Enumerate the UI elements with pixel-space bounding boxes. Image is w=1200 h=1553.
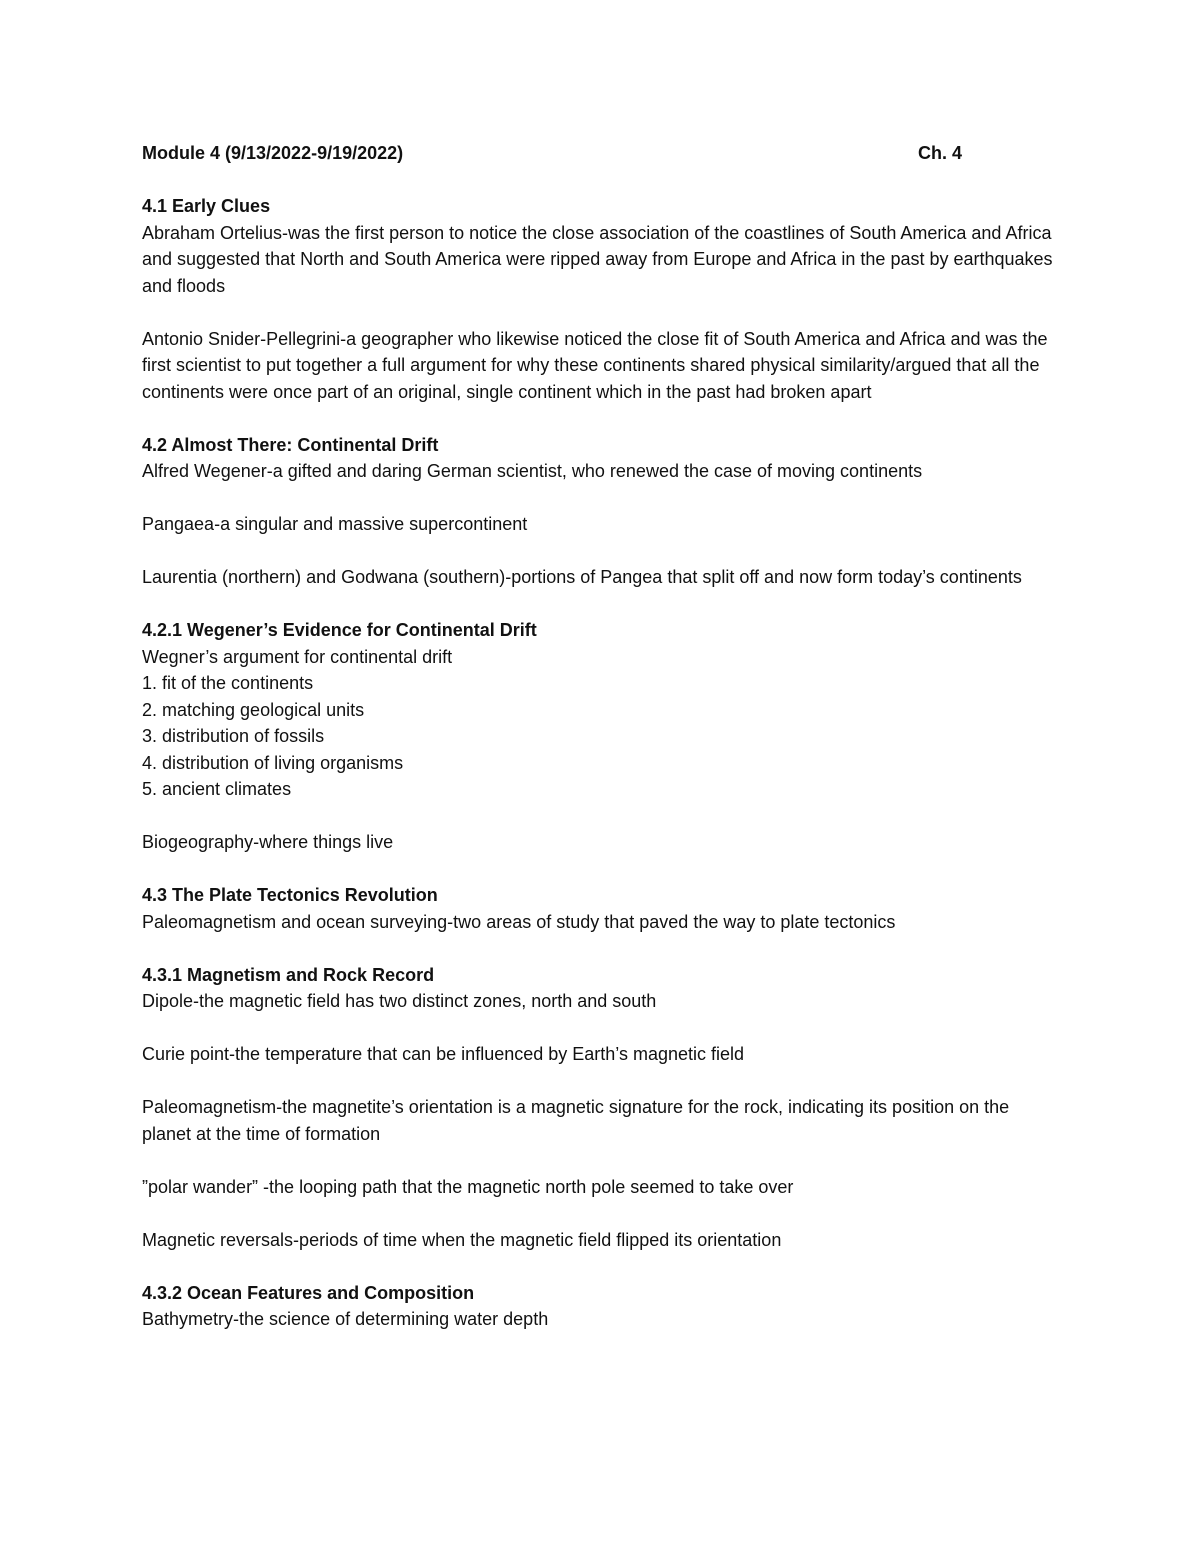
spacer [142,405,1057,432]
section-heading-4-3: 4.3 The Plate Tectonics Revolution [142,885,438,905]
spacer [142,167,1057,194]
spacer [142,299,1057,326]
spacer [142,1253,1057,1280]
list-item: 1. fit of the continents [142,673,314,693]
paragraph-wegener: Alfred Wegener-a gifted and daring German scientist, who renewed the case of moving continents [142,461,923,481]
spacer [142,485,1057,512]
paragraph-wegner-argument: Wegner’s argument for continental drift [142,646,453,667]
list-item: 5. ancient climates [142,779,292,799]
paragraph-curie-point: Curie point-the temperature that can be influenced by Earth’s magnetic field [142,1044,745,1064]
paragraph-dipole: Dipole-the magnetic field has two distinct zones, north and south [142,991,657,1011]
section-heading-4-3-1: 4.3.1 Magnetism and Rock Record [142,964,435,985]
document-header [142,140,962,167]
paragraph-bathymetry: Bathymetry-the science of determining water depth [142,1309,549,1329]
spacer [142,1200,1057,1227]
spacer [142,1147,1057,1174]
paragraph-ortelius: Abraham Ortelius-was the first person to notice the close association of the coastlines of South America and Africa and suggested that North and South America were ripped away from Europe and Africa in the past by earthquakes and floods [142,222,1053,296]
list-item: 4. distribution of living organisms [142,752,404,773]
section-heading-4-2: 4.2 Almost There: Continental Drift [142,434,439,455]
spacer [142,1068,1057,1095]
section-heading-4-2-1: 4.2.1 Wegener’s Evidence for Continental Drift [142,620,537,640]
chapter-label: Ch. 4 [917,143,962,163]
paragraph-polar-wander: ”polar wander” -the looping path that the magnetic north pole seemed to take over [142,1176,794,1197]
spacer [142,803,1057,830]
list-item: 3. distribution of fossils [142,726,325,746]
paragraph-paleomagnetism-surveying: Paleomagnetism and ocean surveying-two areas of study that paved the way to plate tectonics [142,911,896,932]
section-heading-4-1: 4.1 Early Clues [142,196,271,216]
spacer [142,1015,1057,1042]
paragraph-pangaea: Pangaea-a singular and massive supercontinent [142,514,528,534]
spacer [142,538,1057,565]
paragraph-magnetic-reversals: Magnetic reversals-periods of time when the magnetic field flipped its orientation [142,1229,782,1250]
paragraph-snider-pellegrini: Antonio Snider-Pellegrini-a geographer who likewise noticed the close fit of South America and Africa and was the first scientist to put together a full argument for why these continents shared physical similarity/argued that all the continents were once part of an original, single continent which in the past had broken apart [142,328,1048,402]
paragraph-paleomagnetism: Paleomagnetism-the magnetite’s orientation is a magnetic signature for the rock, indicating its position on the planet at the time of formation [142,1097,1010,1144]
paragraph-laurentia: Laurentia (northern) and Godwana (southern)-portions of Pangea that split off and now form today’s continents [142,567,1022,587]
module-title: Module 4 (9/13/2022-9/19/2022) [142,143,404,163]
paragraph-biogeography: Biogeography-where things live [142,832,394,852]
spacer [142,856,1057,883]
section-heading-4-3-2: 4.3.2 Ocean Features and Composition [142,1282,475,1303]
document-page [142,140,1057,1333]
spacer [142,591,1057,618]
list-item: 2. matching geological units [142,699,365,720]
spacer [142,935,1057,962]
